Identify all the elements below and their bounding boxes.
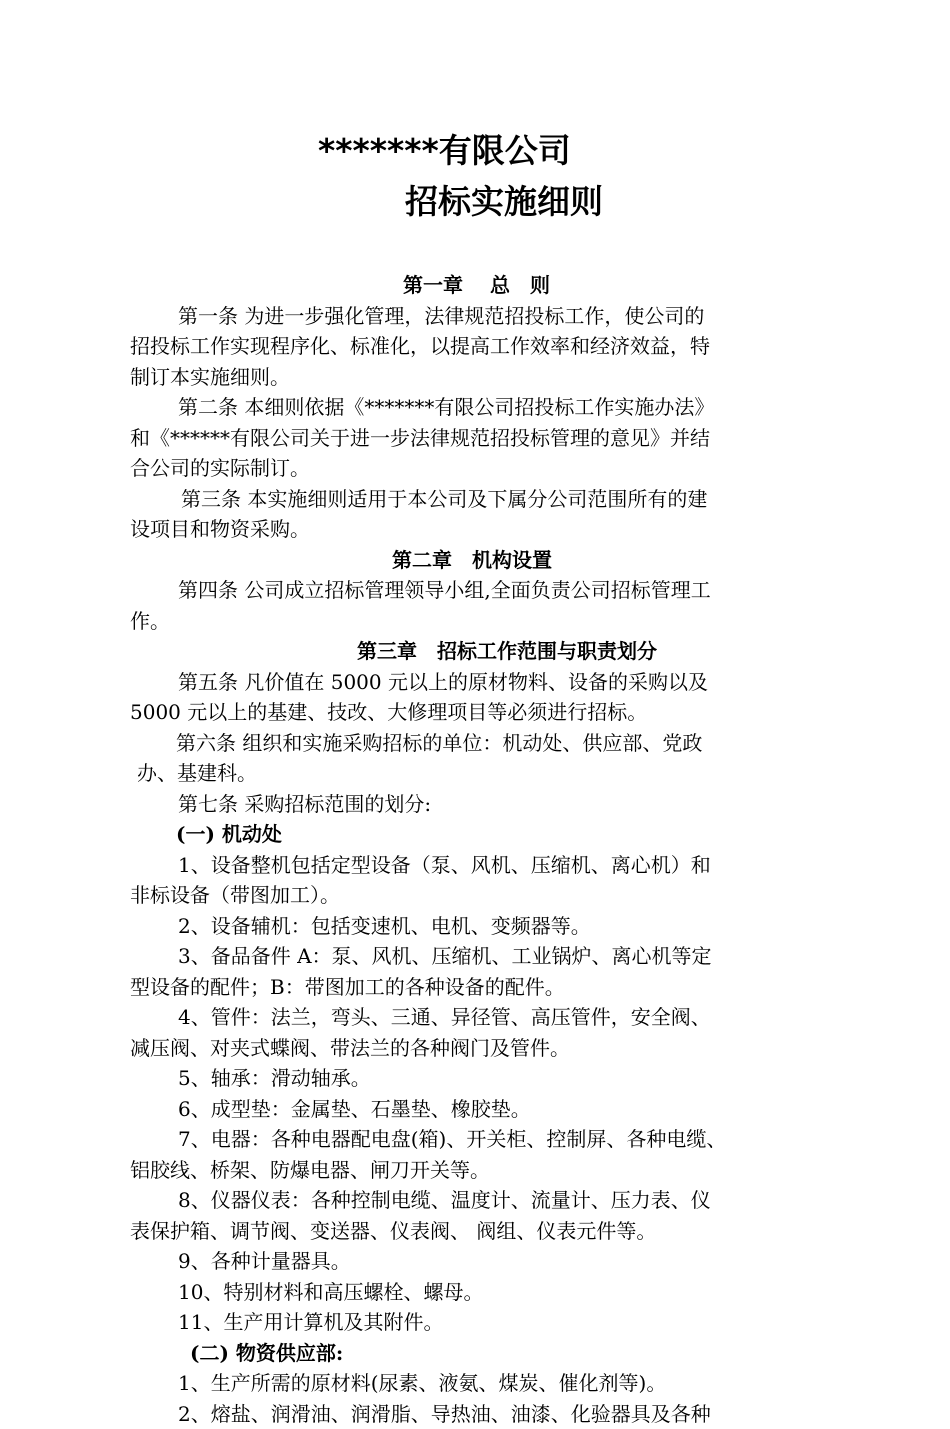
text-line: 第七条 采购招标范围的划分:: [0, 789, 950, 820]
text-line: 9、各种计量器具。: [0, 1246, 950, 1277]
company-title: *******有限公司: [318, 131, 571, 171]
text-line: 7、电器：各种电器配电盘(箱)、开关柜、控制屏、各种电缆、: [0, 1124, 950, 1155]
text-line: 5、轴承：滑动轴承。: [0, 1063, 950, 1094]
text-line: 6、成型垫：金属垫、石墨垫、橡胶垫。: [0, 1094, 950, 1125]
text-line: 表保护箱、调节阀、变送器、仪表阀、 阀组、仪表元件等。: [0, 1216, 950, 1247]
text-line: 合公司的实际制订。: [0, 453, 950, 484]
text-line: 10、特别材料和高压螺栓、螺母。: [0, 1277, 950, 1308]
text-line: 设项目和物资采购。: [0, 514, 950, 545]
document-title: 招标实施细则: [405, 181, 603, 223]
text-line: 第四条 公司成立招标管理领导小组,全面负责公司招标管理工: [0, 575, 950, 606]
text-line: (一) 机动处: [0, 819, 950, 850]
document-body: [0, 270, 950, 1429]
chapter-heading: 第一章 总 则: [0, 270, 950, 301]
text-line: 第六条 组织和实施采购招标的单位：机动处、供应部、党政: [0, 728, 950, 759]
text-line: 招投标工作实现程序化、标准化，以提高工作效率和经济效益，特: [0, 331, 950, 362]
text-line: 2、设备辅机：包括变速机、电机、变频器等。: [0, 911, 950, 942]
text-line: 第五条 凡价值在 5000 元以上的原材物料、设备的采购以及: [0, 667, 950, 698]
text-line: 第三条 本实施细则适用于本公司及下属分公司范围所有的建: [0, 484, 950, 515]
chapter-heading: 第二章 机构设置: [0, 545, 950, 576]
text-line: 制订本实施细则。: [0, 362, 950, 393]
text-line: 铝胶线、桥架、防爆电器、闸刀开关等。: [0, 1155, 950, 1186]
text-line: 第二条 本细则依据《*******有限公司招投标工作实施办法》: [0, 392, 950, 423]
text-line: 非标设备（带图加工）。: [0, 880, 950, 911]
text-line: 4、管件：法兰，弯头、三通、异径管、高压管件，安全阀、: [0, 1002, 950, 1033]
text-line: 3、备品备件 A：泵、风机、压缩机、工业锅炉、离心机等定: [0, 941, 950, 972]
text-line: 和《******有限公司关于进一步法律规范招投标管理的意见》并结: [0, 423, 950, 454]
text-line: 办、基建科。: [0, 758, 950, 789]
text-line: 1、设备整机包括定型设备（泵、风机、压缩机、离心机）和: [0, 850, 950, 881]
text-line: 5000 元以上的基建、技改、大修理项目等必须进行招标。: [0, 697, 950, 728]
text-line: 8、仪器仪表：各种控制电缆、温度计、流量计、压力表、仪: [0, 1185, 950, 1216]
text-line: 作。: [0, 606, 950, 637]
text-line: 2、熔盐、润滑油、润滑脂、导热油、油漆、化验器具及各种: [0, 1399, 950, 1429]
text-line: (二) 物资供应部:: [0, 1338, 950, 1369]
chapter-heading: 第三章 招标工作范围与职责划分: [0, 636, 950, 667]
text-line: 第一条 为进一步强化管理，法律规范招投标工作，使公司的: [0, 301, 950, 332]
text-line: 型设备的配件；B：带图加工的各种设备的配件。: [0, 972, 950, 1003]
text-line: 1、生产所需的原材料(尿素、液氨、煤炭、催化剂等)。: [0, 1368, 950, 1399]
text-line: 减压阀、对夹式蝶阀、带法兰的各种阀门及管件。: [0, 1033, 950, 1064]
text-line: 11、生产用计算机及其附件。: [0, 1307, 950, 1338]
